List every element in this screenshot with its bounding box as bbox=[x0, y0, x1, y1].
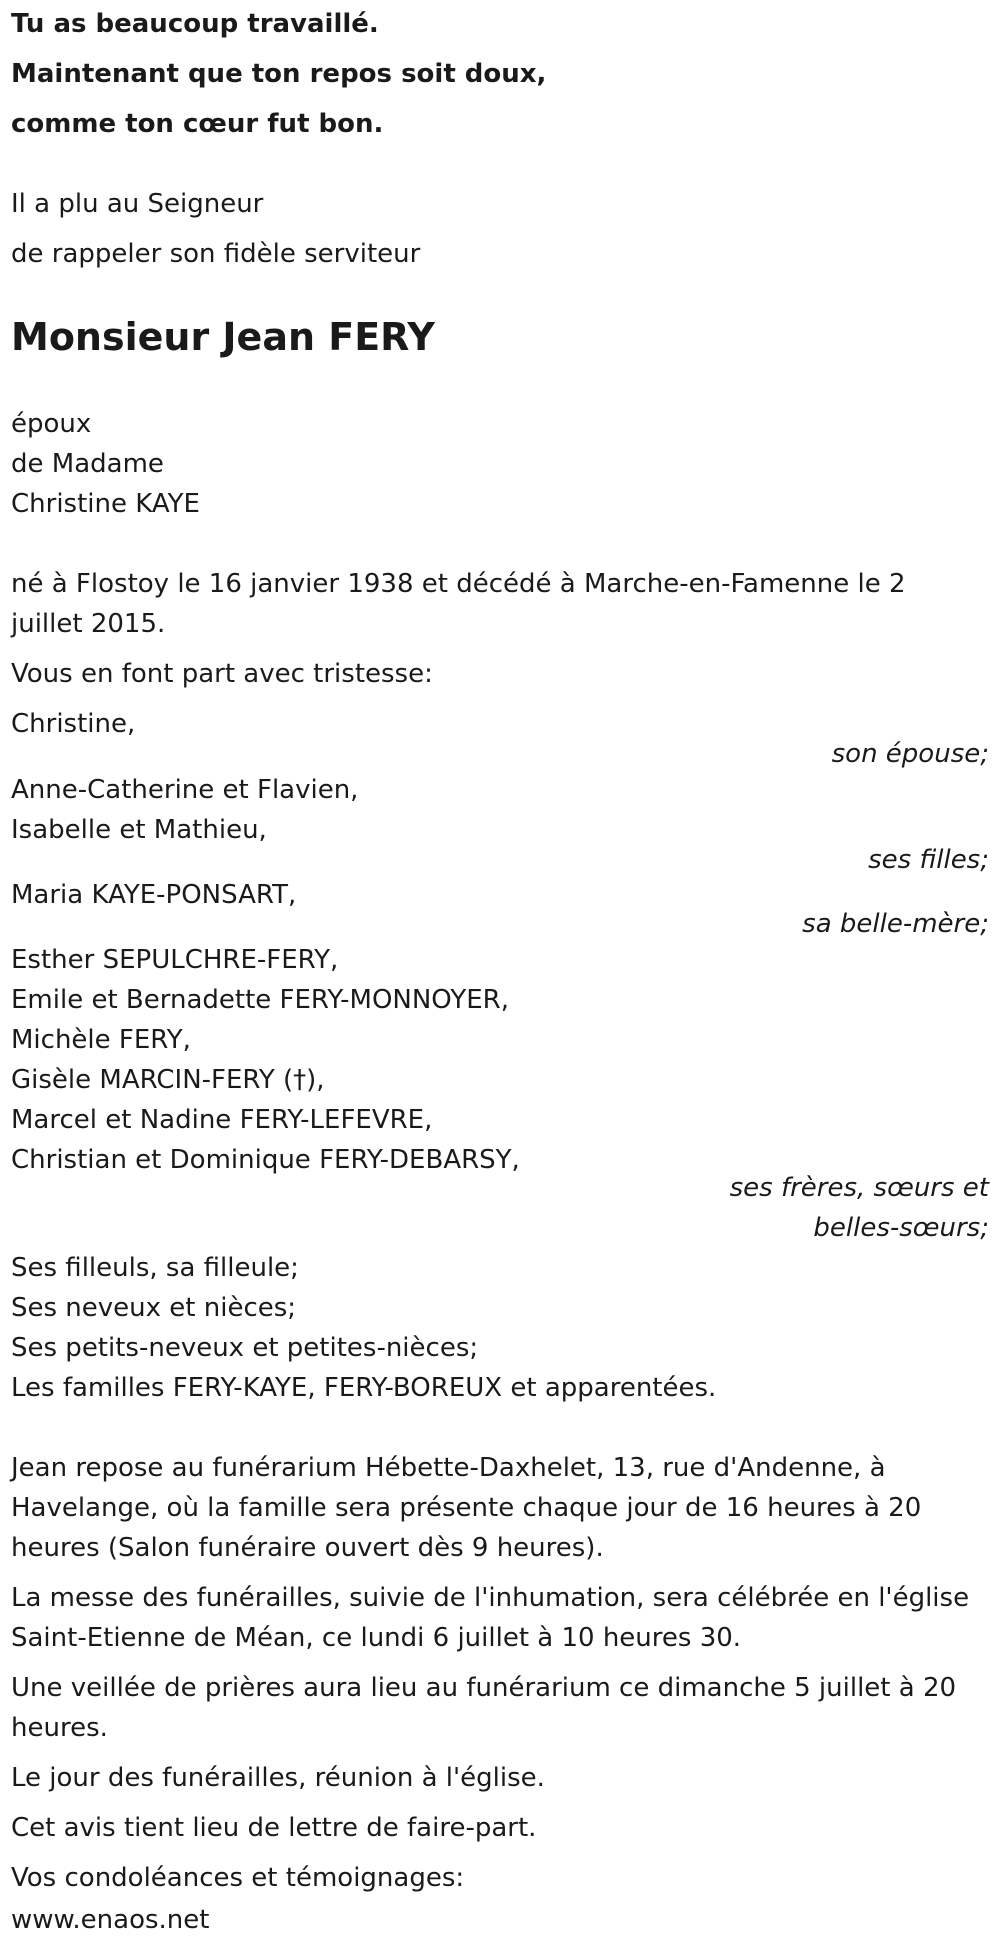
poem-line: Tu as beaucoup travaillé. bbox=[11, 9, 379, 39]
family-name: Maria KAYE-PONSART, bbox=[11, 880, 297, 910]
mass-line: Saint-Etienne de Méan, ce lundi 6 juillet à 10 heures 30. bbox=[11, 1623, 742, 1653]
notice-text: Cet avis tient lieu de lettre de faire-part. bbox=[11, 1813, 537, 1843]
family-others-line: Les familles FERY-KAYE, FERY-BOREUX et apparentées. bbox=[11, 1373, 717, 1403]
vigil-line: Une veillée de prières aura lieu au funérarium ce dimanche 5 juillet à 20 bbox=[11, 1673, 957, 1703]
deceased-name: Monsieur Jean FERY bbox=[11, 315, 435, 359]
intro-line: de rappeler son fidèle serviteur bbox=[11, 239, 421, 269]
family-name: Emile et Bernadette FERY-MONNOYER, bbox=[11, 985, 509, 1015]
family-others-line: Ses petits-neveux et petites-nièces; bbox=[11, 1333, 479, 1363]
family-others-line: Ses filleuls, sa filleule; bbox=[11, 1253, 299, 1283]
relation-label: belles-sœurs; bbox=[813, 1213, 989, 1243]
family-others-line: Ses neveux et nièces; bbox=[11, 1293, 297, 1323]
intro-line: Il a plu au Seigneur bbox=[11, 189, 264, 219]
family-name: Gisèle MARCIN-FERY (†), bbox=[11, 1065, 325, 1095]
family-name: Isabelle et Mathieu, bbox=[11, 815, 267, 845]
announce-text: Vous en font part avec tristesse: bbox=[11, 659, 433, 689]
vigil-line: heures. bbox=[11, 1713, 108, 1743]
funerarium-line: heures (Salon funéraire ouvert dès 9 heures). bbox=[11, 1533, 604, 1563]
mass-line: La messe des funérailles, suivie de l'inhumation, sera célébrée en l'église bbox=[11, 1583, 970, 1613]
relation-label: ses frères, sœurs et bbox=[729, 1173, 989, 1203]
poem-line: Maintenant que ton repos soit doux, bbox=[11, 59, 547, 89]
relation-label: ses filles; bbox=[868, 845, 989, 875]
family-name: Christian et Dominique FERY-DEBARSY, bbox=[11, 1145, 520, 1175]
spouse-line: Christine KAYE bbox=[11, 489, 200, 519]
relation-label: son épouse; bbox=[831, 739, 989, 769]
meeting-text: Le jour des funérailles, réunion à l'église. bbox=[11, 1763, 545, 1793]
poem-line: comme ton cœur fut bon. bbox=[11, 109, 384, 139]
relation-label: sa belle-mère; bbox=[802, 909, 989, 939]
spouse-line: de Madame bbox=[11, 449, 164, 479]
funerarium-line: Havelange, où la famille sera présente chaque jour de 16 heures à 20 bbox=[11, 1493, 922, 1523]
condolences-text: Vos condoléances et témoignages: bbox=[11, 1863, 465, 1893]
family-name: Anne-Catherine et Flavien, bbox=[11, 775, 359, 805]
family-name: Esther SEPULCHRE-FERY, bbox=[11, 945, 339, 975]
funerarium-line: Jean repose au funérarium Hébette-Daxhelet, 13, rue d'Andenne, à bbox=[11, 1453, 886, 1483]
family-name: Michèle FERY, bbox=[11, 1025, 191, 1055]
family-name: Christine, bbox=[11, 709, 136, 739]
spouse-line: époux bbox=[11, 409, 92, 439]
birth-death-line: juillet 2015. bbox=[11, 609, 166, 639]
family-name: Marcel et Nadine FERY-LEFEVRE, bbox=[11, 1105, 433, 1135]
website-link[interactable]: www.enaos.net bbox=[11, 1905, 210, 1935]
birth-death-line: né à Flostoy le 16 janvier 1938 et décédé à Marche-en-Famenne le 2 bbox=[11, 569, 906, 599]
